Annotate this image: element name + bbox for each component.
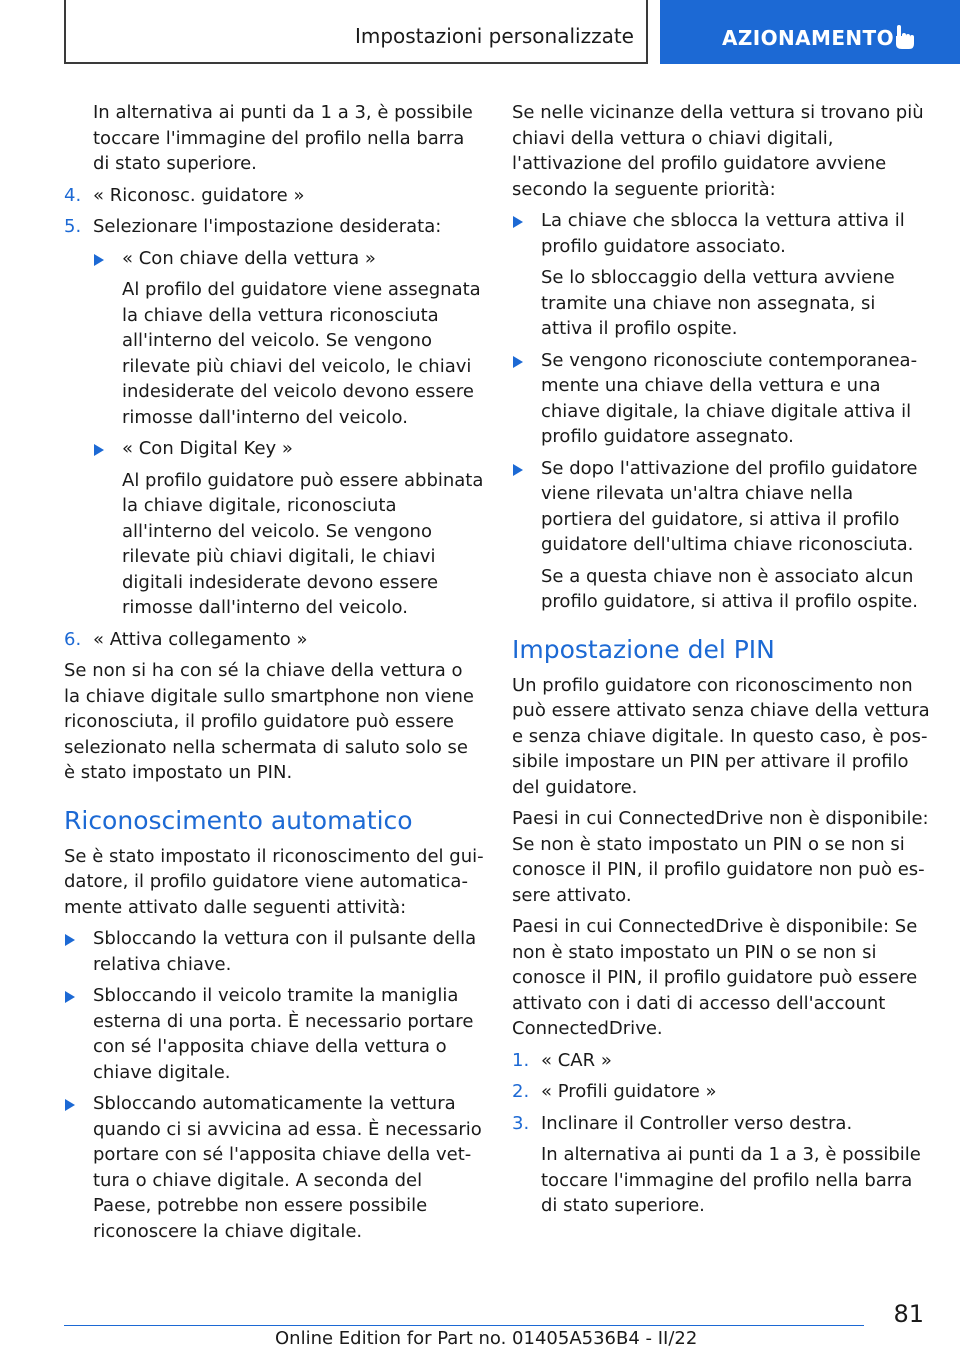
step-number: 3. [512, 1112, 530, 1134]
step-6 [64, 627, 484, 653]
paragraph: Se è stato impostato il riconoscimento del guidatore, il profilo guidatore viene automaticamente attivato dalle seguenti attività: [64, 845, 484, 918]
list-item [64, 1091, 484, 1244]
paragraph: Paesi in cui ConnectedDrive non è disponibile: Se non è stato impostato un PIN o se non si conosce il PIN, il profilo guidatore non può essere attivato. [512, 808, 929, 906]
option-description: Al profilo guidatore può essere abbinata la chiave digitale, riconosciuta all'interno del veicolo. Se vengono rilevate più chiavi digitali, le chiavi digitali indesiderate devono essere rimosse dall'interno del veicolo. [122, 469, 484, 618]
heading-automatic-recognition: Riconoscimento automatico [64, 805, 413, 835]
step-4 [64, 183, 484, 209]
option-description: Al profilo del guidatore viene assegnata la chiave della vettura riconosciuta all'interno del veicolo. Se vengono rilevate più chiavi del veicolo, le chiavi indesiderate del veicolo devono essere rimosse dall'interno del veicolo. [122, 279, 481, 428]
right-column [512, 100, 930, 1225]
list-item-text: La chiave che sblocca la vettura attiva il profilo guidatore associato. [541, 210, 905, 257]
list-item [64, 983, 484, 1085]
bullet-triangle-icon [65, 1099, 75, 1111]
list-item-text: Se vengono riconosciute contemporaneamente una chiave della vettura e una chiave digitale, la chiave digitale attiva il profilo guidatore assegnato. [541, 349, 918, 447]
list-item [512, 456, 930, 558]
step-3 [512, 1111, 930, 1137]
bullet-triangle-icon [94, 254, 104, 266]
step-2 [512, 1079, 930, 1105]
option-title: « Con chiave della vettura » [122, 247, 376, 269]
step-number: 5. [64, 216, 82, 237]
step-number: 4. [64, 184, 82, 206]
paragraph: Se non si ha con sé la chiave della vettura o la chiave digitale sullo smartphone non viene riconosciuta, il profilo guidatore può essere selezionato nella schermata di saluto solo se è stato impostato un PIN. [64, 660, 475, 783]
list-item-subtext: Se a questa chiave non è associato alcun profilo guidatore, si attiva il profilo ospite. [541, 565, 918, 612]
bullet-triangle-icon [94, 444, 104, 456]
step-number: 6. [64, 628, 82, 650]
bullet-triangle-icon [513, 464, 523, 476]
step-text: « Profili guidatore » [541, 1081, 717, 1102]
list-item [512, 208, 930, 259]
paragraph: Un profilo guidatore con riconoscimento non può essere attivato senza chiave della vettura e senza chiave digitale. In questo caso, è possibile impostare un PIN per attivare il profilo del guidatore. [512, 674, 930, 798]
footer-edition: Online Edition for Part no. 01405A536B4 - II/22 [275, 1328, 698, 1349]
option-car-key [64, 246, 484, 272]
step-text: « Riconosc. guidatore » [93, 184, 305, 206]
header-section-label: AZIONAMENTO [722, 26, 894, 50]
step-text: « Attiva collegamento » [93, 628, 308, 650]
list-item [512, 348, 930, 450]
bullet-triangle-icon [65, 934, 75, 946]
option-title: « Con Digital Key » [122, 438, 293, 459]
list-item-text: Sbloccando automaticamente la vettura quando ci si avvicina ad essa. È necessario portare con sé l'apposita chiave della vettura o chiave digitale. A seconda del Paese, potrebbe non essere possibile riconoscere la chiave digitale. [93, 1093, 482, 1242]
bullet-triangle-icon [513, 356, 523, 368]
heading-pin-setup: Impostazione del PIN [512, 634, 775, 664]
step-number: 2. [512, 1081, 530, 1102]
paragraph: Paesi in cui ConnectedDrive è disponibile: Se non è stato impostato un PIN o se non si conosce il PIN, il profilo guidatore può essere attivato con i dati di accesso dell'account ConnectedDrive. [512, 916, 918, 1039]
bullet-triangle-icon [513, 216, 523, 228]
header-title-box [64, 0, 648, 64]
list-item-text: Sbloccando la vettura con il pulsante della relativa chiave. [93, 928, 477, 975]
step-text: « CAR » [541, 1049, 612, 1071]
header-title: Impostazioni personalizzate [354, 24, 634, 48]
bullet-triangle-icon [65, 991, 75, 1003]
list-item-subtext: Se lo sbloccaggio della vettura avviene tramite una chiave non assegnata, si attiva il profilo ospite. [541, 267, 895, 339]
step-text: Inclinare il Controller verso destra. [541, 1112, 853, 1134]
list-item-text: Se dopo l'attivazione del profilo guidatore viene rilevata un'altra chiave nella portiera del guidatore, si attiva il profilo guidatore dell'ultima chiave riconosciuta. [541, 457, 918, 555]
step-subtext: In alternativa ai punti da 1 a 3, è possibile toccare l'immagine del profilo nella barra di stato superiore. [541, 1144, 921, 1216]
paragraph: Se nelle vicinanze della vettura si trovano più chiavi della vettura o chiavi digitali, l'attivazione del profilo guidatore avviene secondo la seguente priorità: [512, 102, 924, 200]
option-digital-key [64, 436, 484, 462]
left-column [64, 100, 484, 1250]
step-number: 1. [512, 1049, 530, 1071]
step-1 [512, 1048, 930, 1074]
list-item [64, 926, 484, 977]
page-number: 81 [893, 1300, 924, 1328]
header-section-tab [660, 0, 960, 64]
pointing-hand-icon [894, 24, 916, 54]
list-item-text: Sbloccando il veicolo tramite la maniglia esterna di una porta. È necessario portare con sé l'apposita chiave della vettura o chiave digitale. [93, 985, 474, 1083]
step-5 [64, 214, 484, 240]
footer-divider [64, 1325, 864, 1326]
step-text: Selezionare l'impostazione desiderata: [93, 216, 442, 237]
paragraph: In alternativa ai punti da 1 a 3, è possibile toccare l'immagine del profilo nella barra di stato superiore. [93, 102, 473, 174]
